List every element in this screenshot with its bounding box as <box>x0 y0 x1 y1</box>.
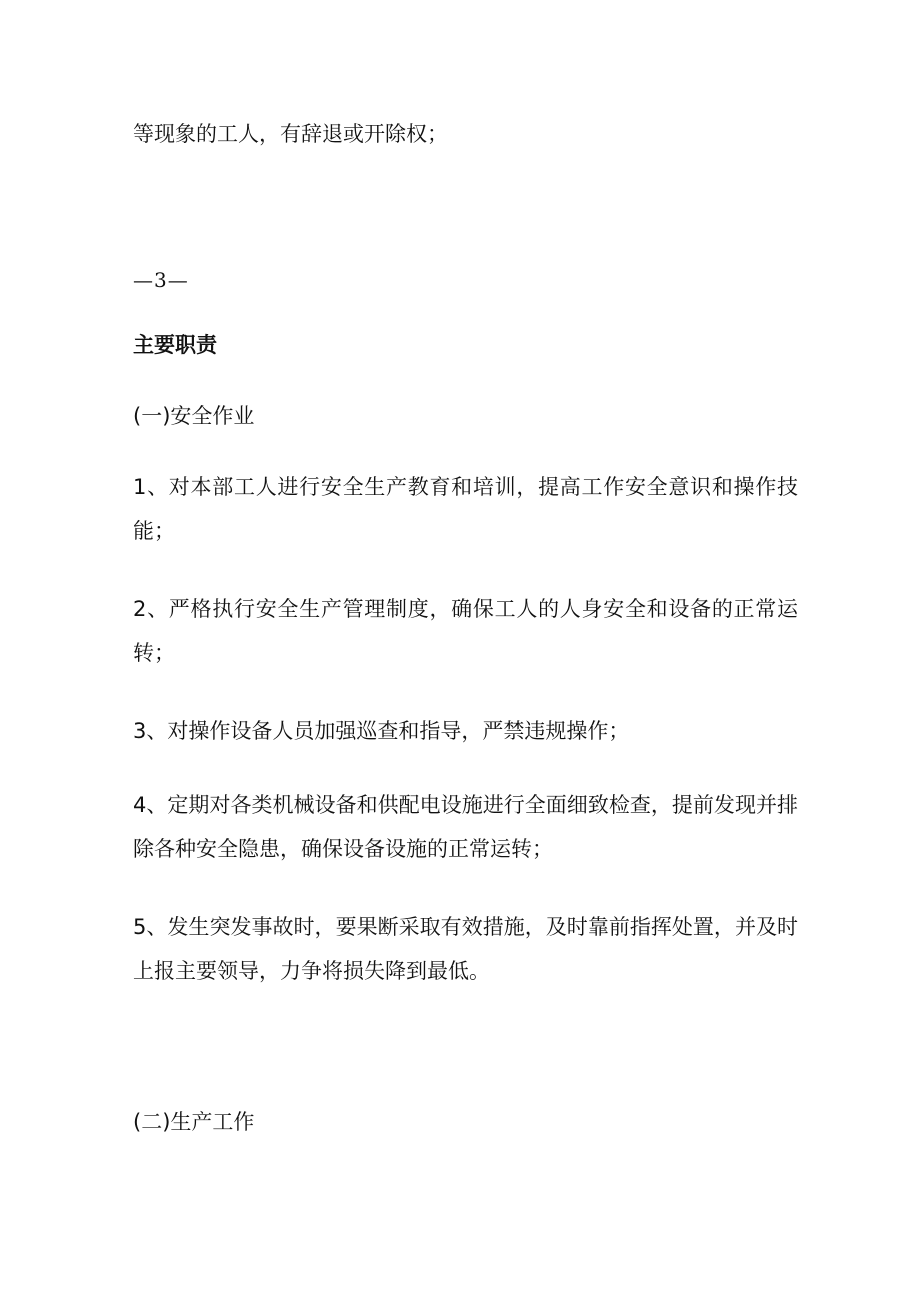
continuation-text: 等现象的工人，有辞退或开除权； <box>133 122 448 146</box>
section-heading: 主要职责 <box>133 333 217 357</box>
list-item: 1、对本部工人进行安全生产教育和培训，提高工作安全意识和操作技能； <box>133 475 798 543</box>
page-number: —3— <box>133 268 189 292</box>
list-item: 2、严格执行安全生产管理制度，确保工人的人身安全和设备的正常运转； <box>133 597 798 665</box>
list-item: 4、定期对各类机械设备和供配电设施进行全面细致检查，提前发现并排除各种安全隐患，确保设备设施的正常运转； <box>133 793 798 861</box>
list-item: 3、对操作设备人员加强巡查和指导，严禁违规操作； <box>133 719 630 743</box>
subsection-title-production: (二)生产工作 <box>133 1110 255 1134</box>
subsection-title-safety: (一)安全作业 <box>133 404 255 428</box>
list-item: 5、发生突发事故时，要果断采取有效措施，及时靠前指挥处置，并及时上报主要领导，力争将损失降到最低。 <box>133 915 798 983</box>
